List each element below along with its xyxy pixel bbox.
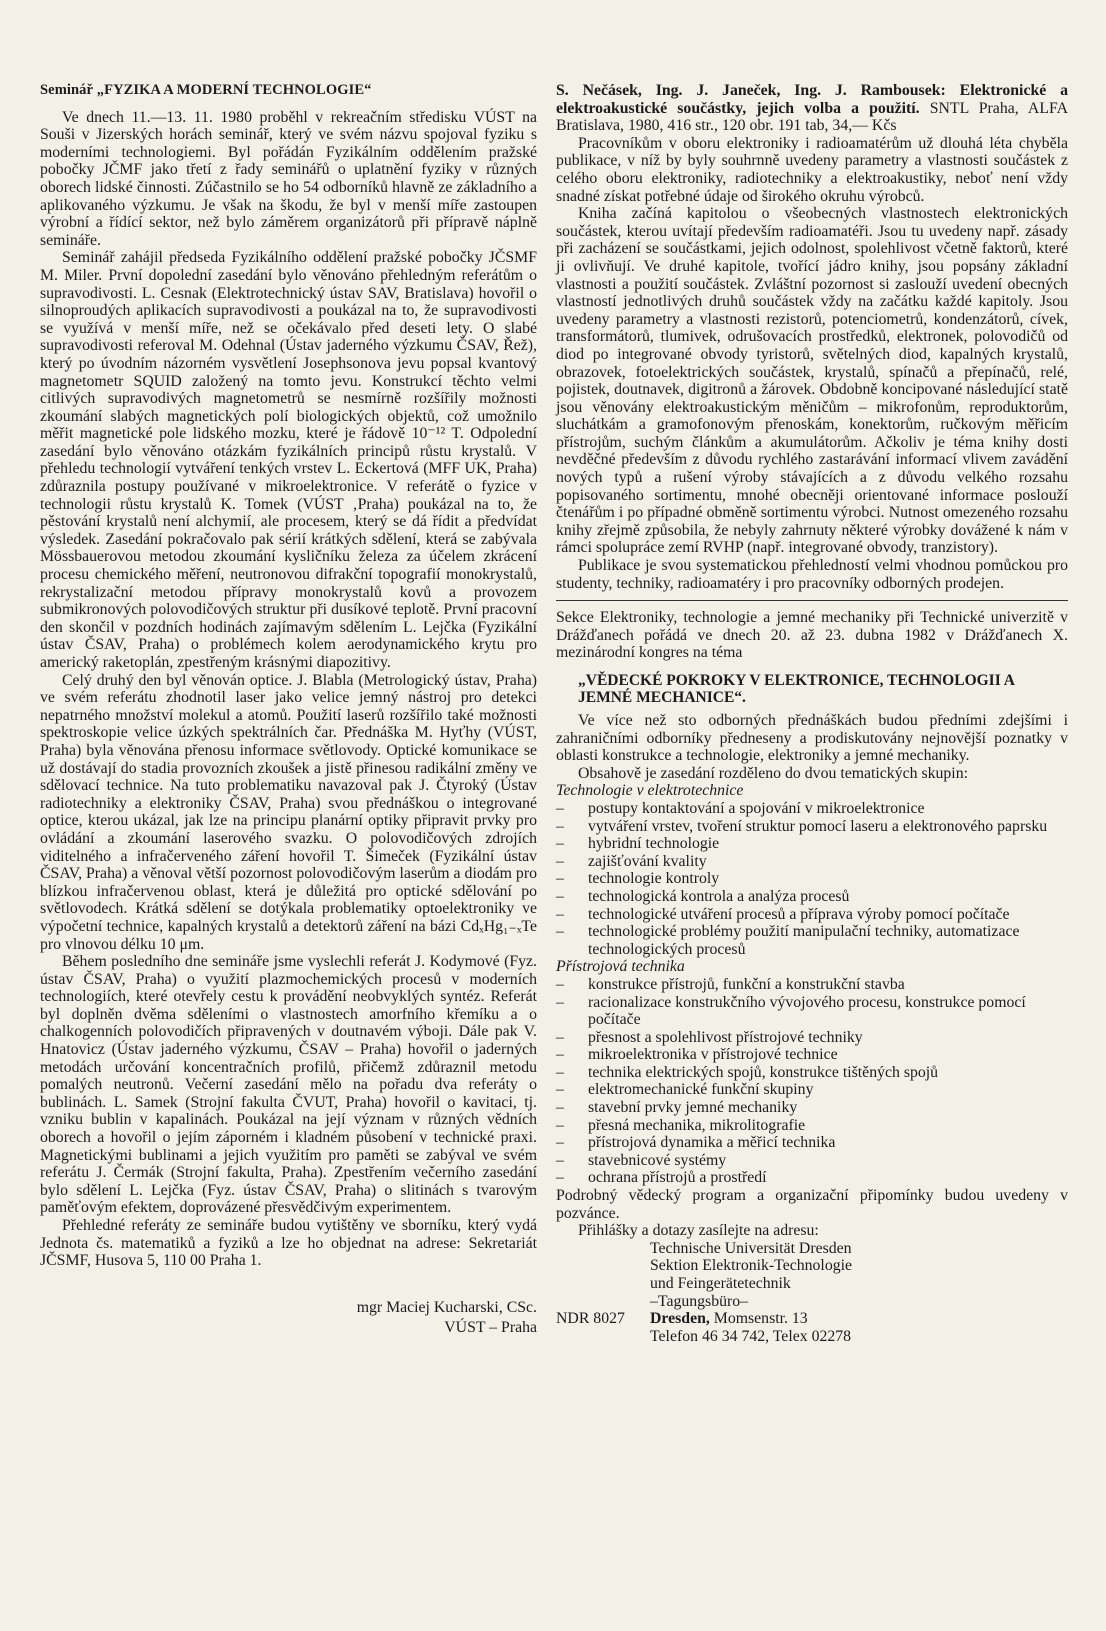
address-postal-code: NDR 8027 bbox=[556, 1310, 625, 1328]
list-item: – přesná mechanika, mikrolitografie bbox=[556, 1117, 1068, 1135]
list-item: – postupy kontaktování a spojování v mikroelektronice bbox=[556, 800, 1068, 818]
list-item: – technologie kontroly bbox=[556, 870, 1068, 888]
list-item: – vytváření vrstev, tvoření struktur pomocí laseru a elektronového paprsku bbox=[556, 818, 1068, 836]
list-item: – přístrojová dynamika a měřicí technika bbox=[556, 1134, 1068, 1152]
list-item: – technologické utváření procesů a příprava výroby pomocí počítače bbox=[556, 906, 1068, 924]
seminar-paragraph-4: Během posledního dne semináře jsme vyslechli referát J. Kodymové (Fyz. ústav ČSAV, Praha) o využití plazmochemických procesů v moderních technologiích, které otevřely cestu k provádění neobvyklých syntéz. Referát byl doplněn dvěma sděleními o vlastnostech amorfního křemíku a o chalkogenních polovodičích připravených v doutnavém výboji. Dále pak V. Hnatovicz (Ústav jaderného výzkumu, ČSAV – Praha) hovořil o jaderných metodách určování koncentračních profilů, přičemž zdůraznil metodu pomalých neutronů. Večerní zasedání mělo na pořadu dva referáty o bublinách. L. Samek (Strojní fakulta ČVUT, Praha) hovořil o kavitaci, tj. vzniku bublin v kapalinách. Poukázal na její význam v různých vědních oborech a hovořil o jejím záporném i kladném působení v technické praxi. Magnetickými bublinami a jejich využitím pro paměti se zabýval ve svém referátu J. Čermák (Strojní fakulta, Praha). Zpestřením večerního zasedání bylo sdělení L. Lejčka (Fyz. ústav ČSAV, Praha) o slitinách s tvarovým paměťovým efektem, doprovázené přesvědčivým experimentem. bbox=[40, 953, 537, 1217]
list-item: – elektromechanické funkční skupiny bbox=[556, 1081, 1068, 1099]
address-street: Momsenstr. 13 bbox=[713, 1310, 808, 1328]
seminar-paragraph-1: Ve dnech 11.—13. 11. 1980 proběhl v rekreačním středisku VÚST na Souši v Jizerských horách seminář, který ve svém názvu spojoval fyziku s moderními technologiemi. Byl pořádán Fyzikálním oddělením pražské pobočky JČMF jako třetí z řady seminářů o uplatnění fyziky v různých oborech lidské činnosti. Zúčastnilo se ho 54 odborníků hlavně ze základního a aplikovaného výzkumu. Je však na škodu, že byl v menší míře zastoupen výrobní a řídící sektor, než bylo záměrem organizátorů při přípravě náplně semináře. bbox=[40, 108, 537, 249]
congress-paragraph-2: Obsahově je zasedání rozděleno do dvou tematických skupin: bbox=[578, 764, 968, 782]
address-line-3: und Feingerätetechnik bbox=[650, 1275, 791, 1292]
address-city-row bbox=[556, 1310, 1068, 1328]
signature-name: mgr Maciej Kucharski, CSc. bbox=[356, 1298, 537, 1316]
seminar-paragraph-2: Seminář zahájil předseda Fyzikálního oddělení pražské pobočky JČSMF M. Miler. První dopolední zasedání bylo věnováno přehledným referátům o supravodivosti. L. Cesnak (Elektrotechnický ústav SAV, Bratislava) hovořil o silnoproudých aplikacích supravodivosti a poukázal na to, že supravodivosti se využívá v menší míře, než se očekávalo před deseti lety. O slabé supravodivosti referoval M. Odehnal (Ústav jaderného výzkumu ČSAV, Řež), který po úvodním názorném vysvětlení Josephsonova jevu popsal kvantový magnetometr SQUID založený na tomto jevu. Konstrukcí těchto velmi citlivých supravodivých magnetometrů se nesmírně rozšířily možnosti zkoumání slabých magnetických polí biologických objektů, což umožnilo měřit magnetické pole lidského mozku, které je řádově 10⁻¹² T. Odpolední zasedání bylo věnováno otázkám fyzikálních principů růstu krystalů. V přehledu technologií vytváření tenkých vrstev L. Eckertová (MFF UK, Praha) zdůraznila postupy používané v mikroelektronice. V referátě o fyzice v technologii růstu krystalů K. Tomek (VÚST ‚Praha) poukázal na to, že pěstování krystalů není alchymií, ale procesem, který se dá řídit a předvídat výsledek. Zasedání pokračovalo pak sérií krátkých sdělení, která se zabývala Mössbauerovou metodou zkoumání kysličníku železa za účelem zkrácení procesu chemického měření, neutronovou difrakční topografií monokrystalů, rekrystalizační metodou přípravy monokrystalů kovů a provozem submikronových polovodičových struktur při dusíkové teplotě. První pracovní den skončil v pozdních hodinách zajímavým sdělením L. Lejčka (Fyzikální ústav ČSAV, Praha) o problémech kolem aerodynamického krytu pro americký raketoplán, zpestřeným krásnými diapozitivy. bbox=[40, 249, 537, 671]
book-paragraph-3: Publikace je svou systematickou přehledností velmi vhodnou pomůckou pro studenty, techniky, radioamatéry i pro pracovníky odborných prodejen. bbox=[556, 557, 1068, 592]
congress-paragraph-4: Přihlášky a dotazy zasílejte na adresu: bbox=[578, 1222, 819, 1240]
congress-paragraph-1: Ve více než sto odborných přednáškách budou předními zdejšími i zahraničními odborníky předneseny a prodiskutovány nejnovější poznatky v oblasti konstrukce a technologie, elektroniky a jemné mechaniky. bbox=[556, 712, 1068, 765]
postal-address bbox=[556, 1240, 1068, 1346]
group-title-pristrojova: Přístrojová technika bbox=[556, 958, 685, 976]
seminar-paragraph-3: Celý druhý den byl věnován optice. J. Blabla (Metrologický ústav, Praha) ve svém referátu zhodnotil laser jako velice jemný nástroj pro detekci nepatrného množství molekul a atomů. Použití laserů rozšířilo také možnosti spektroskopie velice úzkých spektrálních čar. Přednáška M. Hyťhy (VÚST, Praha) byla věnována přenosu informace světlovody. Optické komunikace se už dostávají do stadia provozních zkoušek a jistě přinesou radikální změny ve sdělovací technice. Na tuto problematiku navazoval pak J. Čtyroký (Ústav radiotechniky a elektroniky ČSAV, Praha) svou přednáškou o integrované optice, kterou ukázal, jak lze na principu planární optiky připravit prvky pro ovládání a zkoumání laserového svazku. O polovodičových zdrojích viditelného a infračerveného záření hovořil T. Šimeček (Fyzikální ústav ČSAV, Praha) a věnoval větší pozornost polovodičovým laserům a diodám pro blízkou infračervenou oblast, která je důležitá pro optické sdělování po světlovodech. Krátká sdělení se dotýkala problematiky optoelektroniky ve výpočetní technice, kapalných krystalů a detektorů záření na bázi CdₓHg₁₋ₓTe pro vlnovou délku 10 μm. bbox=[40, 671, 537, 953]
list-item: – technika elektrických spojů, konstrukce tištěných spojů bbox=[556, 1064, 1068, 1082]
list-item: – zajišťování kvality bbox=[556, 853, 1068, 871]
book-paragraph-1: Pracovníkům v oboru elektroniky i radioamatérům už dlouhá léta chyběla publikace, v níž by byly souhrnně uvedeny parametry a vlastnosti součástek z celého oboru elektroniky, radiotechniky a elektroakustiky, neboť není vždy snadné získat potřebné údaje od širokého okruhu výrobců. bbox=[556, 134, 1068, 205]
congress-intro: Sekce Elektroniky, technologie a jemné mechaniky při Technické univerzitě v Drážďanech pořádá ve dnech 20. až 23. dubna 1982 v Drážďanech X. mezinárodní kongres na téma bbox=[556, 609, 1068, 662]
list-item: – ochrana přístrojů a prostředí bbox=[556, 1169, 1068, 1187]
address-line-2: Sektion Elektronik-Technologie bbox=[650, 1257, 853, 1275]
list-item: – stavebnicové systémy bbox=[556, 1152, 1068, 1170]
address-line-1: Technische Universität Dresden bbox=[650, 1239, 852, 1257]
section-divider bbox=[556, 600, 1068, 601]
left-column bbox=[40, 82, 537, 1338]
list-item: – technologická kontrola a analýza procesů bbox=[556, 888, 1068, 906]
right-column bbox=[556, 82, 1068, 1345]
book-publisher: SNTL Praha, ALFA Bratislava, 1980, 416 str., 120 obr. 191 tab, 34,— Kčs bbox=[556, 99, 1068, 135]
list-item: – konstrukce přístrojů, funkční a konstrukční stavba bbox=[556, 976, 1068, 994]
book-paragraph-2: Kniha začíná kapitolou o všeobecných vlastnostech elektronických součástek, kterou uvítají především radioamatéři. Jsou tu uvedeny např. zásady při zacházení se součástkami, jejich odolnost, spolehlivost včetně faktorů, které ji ovlivňují. Ve druhé kapitole, tvořící jádro knihy, jsou popsány základní vlastnosti a použití součástek. Zvláštní pozornost si zaslouží uvedení obecných vlastností jednotlivých druhů součástek vždy na začátku každé kapitoly. Jsou uvedeny parametry a vlastnosti rezistorů, potenciometrů, kondenzátorů, cívek, transformátorů, tlumivek, odrušovacích prostředků, elektronek, polovodičů od diod po integrované obvody tyristorů, světelných diod, kapalných krystalů, obrazovek, fotoelektrických součástek, krystalů, spínačů a přepínačů, relé, pojistek, doutnavek, digitronů a žárovek. Obdobně koncipované následující statě jsou věnovány elektroakustickým měničům – mikrofonům, reproduktorům, sluchátkám a gramofonovým přenoskám, konektorům, ručkovým měřicím přístrojům, suchým článkům a akumulátorům. Ačkoliv je téma knihy dosti nevděčné především z důvodu rychlého zastarávání informací vlivem zavádění nových typů a rušení výroby stávajících a z důvodu velkého rozsahu popisovaného sortimentu, mnohé obecněji orientované informace poslouží čtenářům i po případné obměně sortimentu výrobci. Nutnost omezeného rozsahu knihy zřejmě způsobila, že nebyly zahrnuty některé výrobky dovážené k nám v rámci spolupráce zemí RVHP (např. integrované obvody, tranzistory). bbox=[556, 205, 1068, 557]
seminar-title: Seminář „FYZIKA A MODERNÍ TECHNOLOGIE“ bbox=[40, 82, 372, 98]
topic-list-technologie bbox=[556, 800, 1068, 958]
list-item: – přesnost a spolehlivost přístrojové techniky bbox=[556, 1029, 1068, 1047]
book-header bbox=[556, 82, 1068, 135]
address-line-4: –Tagungsbüro– bbox=[650, 1292, 749, 1310]
list-item: – hybridní technologie bbox=[556, 835, 1068, 853]
congress-title: „VĚDECKÉ POKROKY V ELEKTRONICE, TECHNOLOGII A JEMNÉ MECHANICE“. bbox=[578, 672, 1015, 706]
group-title-technologie: Technologie v elektrotechnice bbox=[556, 782, 744, 800]
seminar-paragraph-5: Přehledné referáty ze semináře budou vytištěny ve sborníku, který vydá Jednota čs. matematiků a fyziků a lze ho objednat na adrese: Sekretariát JČSMF, Husova 5, 110 00 Praha 1. bbox=[40, 1217, 537, 1270]
list-item: – stavební prvky jemné mechaniky bbox=[556, 1099, 1068, 1117]
address-phone: Telefon 46 34 742, Telex 02278 bbox=[650, 1327, 852, 1345]
list-item: – racionalizace konstrukčního vývojového procesu, konstrukce pomocí počítače bbox=[556, 994, 1068, 1029]
address-city: Dresden, bbox=[650, 1310, 710, 1328]
list-item: – mikroelektronika v přístrojové technice bbox=[556, 1046, 1068, 1064]
topic-list-pristrojova bbox=[556, 976, 1068, 1187]
signature bbox=[40, 1298, 537, 1338]
signature-place: VÚST – Praha bbox=[444, 1318, 537, 1336]
book-authors: S. Nečásek, Ing. J. Janeček, Ing. J. Rambousek: bbox=[556, 82, 946, 99]
book-title: Elektronické a elektroakustické součástky, jejich volba a použití. bbox=[556, 82, 1069, 117]
congress-paragraph-3: Podrobný vědecký program a organizační připomínky budou uvedeny v pozvánce. bbox=[556, 1187, 1068, 1222]
list-item: – technologické problémy použití manipulační techniky, automatizace technologických procesů bbox=[556, 923, 1068, 958]
